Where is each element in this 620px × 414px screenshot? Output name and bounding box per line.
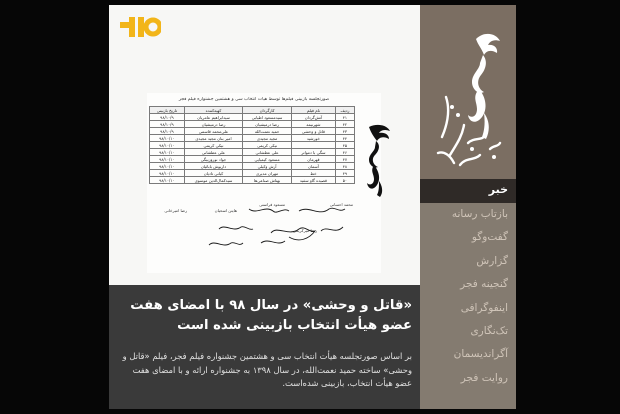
table-cell: رضا درمیشیان bbox=[184, 121, 242, 128]
table-row bbox=[150, 156, 355, 163]
table-cell: ۴۷ bbox=[335, 156, 354, 163]
table-cell: قهرمان bbox=[291, 156, 335, 163]
table-cell: حمید نعمت‌الله bbox=[243, 128, 292, 135]
table-cell: ۴۹ bbox=[335, 170, 354, 177]
table-cell: سیدمسعود اطیابی bbox=[243, 114, 292, 121]
headline-block[interactable] bbox=[116, 296, 412, 336]
table-header-row bbox=[150, 107, 355, 114]
table-cell: علی عطشانی bbox=[184, 149, 242, 156]
signatory-name: رضا میرکریمی bbox=[292, 228, 317, 233]
menu-item-fajr-narrative[interactable]: روایت فجر bbox=[460, 371, 508, 384]
article-summary: بر اساس صورتجلسه هیأت انتخاب سی و هشتمین جشنواره فیلم فجر، فیلم «قاتل و وحشی» ساخته حمید نعمت‌الله، در سال ۱۳۹۸ به جشنواره ارائه و با امضای هفت عضو هیأت انتخاب، بازبینی شده‌است. bbox=[122, 351, 412, 388]
table-cell: سیدکمال‌الدین موسوی bbox=[184, 177, 242, 184]
table-cell bbox=[291, 142, 335, 149]
signatory-name: رضا امیرخانی bbox=[164, 208, 187, 213]
table-cell: قصیده گاو سفید bbox=[291, 177, 335, 184]
table-cell: ۹۸/۱۰/۱۰ bbox=[150, 149, 185, 156]
table-cell: نیکی کریمی bbox=[184, 142, 242, 149]
table-cell: سیدابراهیم عامریان bbox=[184, 114, 242, 121]
table-cell: ۴۱ bbox=[335, 114, 354, 121]
section-label-text: خبر bbox=[488, 183, 508, 196]
festival-emblem-icon bbox=[359, 121, 393, 201]
column-header: کارگردان bbox=[243, 107, 292, 114]
table-row bbox=[150, 170, 355, 177]
table-cell: مجید مجیدی bbox=[243, 135, 292, 142]
table-cell: آتش‌گردان bbox=[291, 114, 335, 121]
article-panel bbox=[109, 5, 420, 409]
column-header: تاریخ بازبینی bbox=[150, 107, 185, 114]
table-row bbox=[150, 128, 355, 135]
table-cell: علی عطشانی bbox=[243, 149, 292, 156]
menu-item-fajr-treasury[interactable]: گنجینه فجر bbox=[460, 278, 508, 291]
table-cell: آرش وکیلی bbox=[243, 163, 292, 170]
table-cell: ۵۰ bbox=[335, 177, 354, 184]
signatory-name: محمد احسانی bbox=[329, 202, 353, 207]
document-image bbox=[109, 5, 420, 285]
signatures-graphic bbox=[149, 203, 359, 263]
news-card bbox=[109, 5, 516, 409]
table-row bbox=[150, 163, 355, 170]
table-cell: امیر بنان مجید مجیدی bbox=[184, 135, 242, 142]
table-cell: علی‌محمد قاسمی bbox=[184, 128, 242, 135]
table-row bbox=[150, 149, 355, 156]
menu-item-agrandisman[interactable]: آگراندیسمان bbox=[453, 348, 508, 361]
table-row bbox=[150, 135, 355, 142]
sidebar bbox=[420, 5, 516, 409]
table-cell: ۴۲ bbox=[335, 121, 354, 128]
table-cell: ۴۴ bbox=[335, 135, 354, 142]
table-cell: خط bbox=[291, 170, 335, 177]
menu-item-monograph[interactable]: تک‌نگاری bbox=[470, 324, 508, 337]
menu-item-media-reflection[interactable]: بازتاب رسانه bbox=[451, 208, 508, 220]
table-cell: داریوش بابائیان bbox=[184, 163, 242, 170]
article-headline[interactable]: «قاتل و وحشی» در سال ۹۸ با امضای هفت عضو هیأت انتخاب بازبینی شده است bbox=[130, 298, 412, 333]
table-cell: ۹۸/۱۰/۱۰ bbox=[150, 170, 185, 177]
table-cell: ۴۳ bbox=[335, 128, 354, 135]
table-cell: مهران مدیری bbox=[243, 170, 292, 177]
table-cell: بهتاش صناعی‌ها bbox=[243, 177, 292, 184]
table-row bbox=[150, 142, 355, 149]
column-header: کهیه‌کننده bbox=[184, 107, 242, 114]
table-cell: ۴۵ bbox=[335, 142, 354, 149]
table-row bbox=[150, 177, 355, 184]
table-cell: نیکی کریمی bbox=[243, 142, 292, 149]
review-table bbox=[149, 106, 355, 184]
signatory-name: هایتن اسحیان bbox=[214, 208, 237, 213]
table-row bbox=[150, 114, 355, 121]
table-cell: ۴۶ bbox=[335, 149, 354, 156]
table-cell: شهرنیمه bbox=[291, 121, 335, 128]
table-cell: رضا درمیشیان bbox=[243, 121, 292, 128]
table-cell: خورشید bbox=[291, 135, 335, 142]
table-cell: ۹۸/۱۰/۱۰ bbox=[150, 177, 185, 184]
site-logo-icon[interactable] bbox=[117, 13, 161, 43]
table-cell: سگی با دمواتر bbox=[291, 149, 335, 156]
table-cell: ۹۸/۱۰/۱۰ bbox=[150, 163, 185, 170]
table-cell: ۹۸/۱۰/۹ bbox=[150, 121, 185, 128]
category-menu bbox=[420, 203, 516, 390]
section-label bbox=[420, 179, 516, 203]
table-cell: مسعود کیمیایی bbox=[243, 156, 292, 163]
menu-item-interview[interactable]: گفت‌وگو bbox=[471, 231, 508, 244]
menu-item-infographic[interactable]: اینفوگرافی bbox=[460, 301, 508, 314]
table-cell: قاتل و وحشی bbox=[291, 128, 335, 135]
menu-item-report[interactable]: گزارش bbox=[476, 254, 508, 267]
table-cell: آسمان bbox=[291, 163, 335, 170]
table-cell: ۹۸/۱۰/۱۰ bbox=[150, 142, 185, 149]
table-cell: ۹۸/۱۰/۹ bbox=[150, 114, 185, 121]
table-cell: ۴۸ bbox=[335, 163, 354, 170]
table-cell: ۹۸/۱۰/۱۰ bbox=[150, 135, 185, 142]
column-header: نام فیلم bbox=[291, 107, 335, 114]
column-header: ردیف bbox=[335, 107, 354, 114]
document-title: صورتجلسه بازبینی فیلم‌ها توسط هیأت انتخاب سی و هشتمین جشنواره فیلم فجر bbox=[178, 97, 330, 102]
fajr-festival-logo-icon bbox=[420, 5, 516, 179]
table-cell: ۹۸/۱۰/۹ bbox=[150, 128, 185, 135]
signatory-name: مسعود فراستی bbox=[259, 202, 285, 207]
table-row bbox=[150, 121, 355, 128]
table-cell: جواد نوروزبیگی bbox=[184, 156, 242, 163]
festival-logo[interactable] bbox=[420, 5, 516, 179]
table-cell: ۹۸/۱۰/۱۰ bbox=[150, 156, 185, 163]
table-cell: کیانی تادیان bbox=[184, 170, 242, 177]
